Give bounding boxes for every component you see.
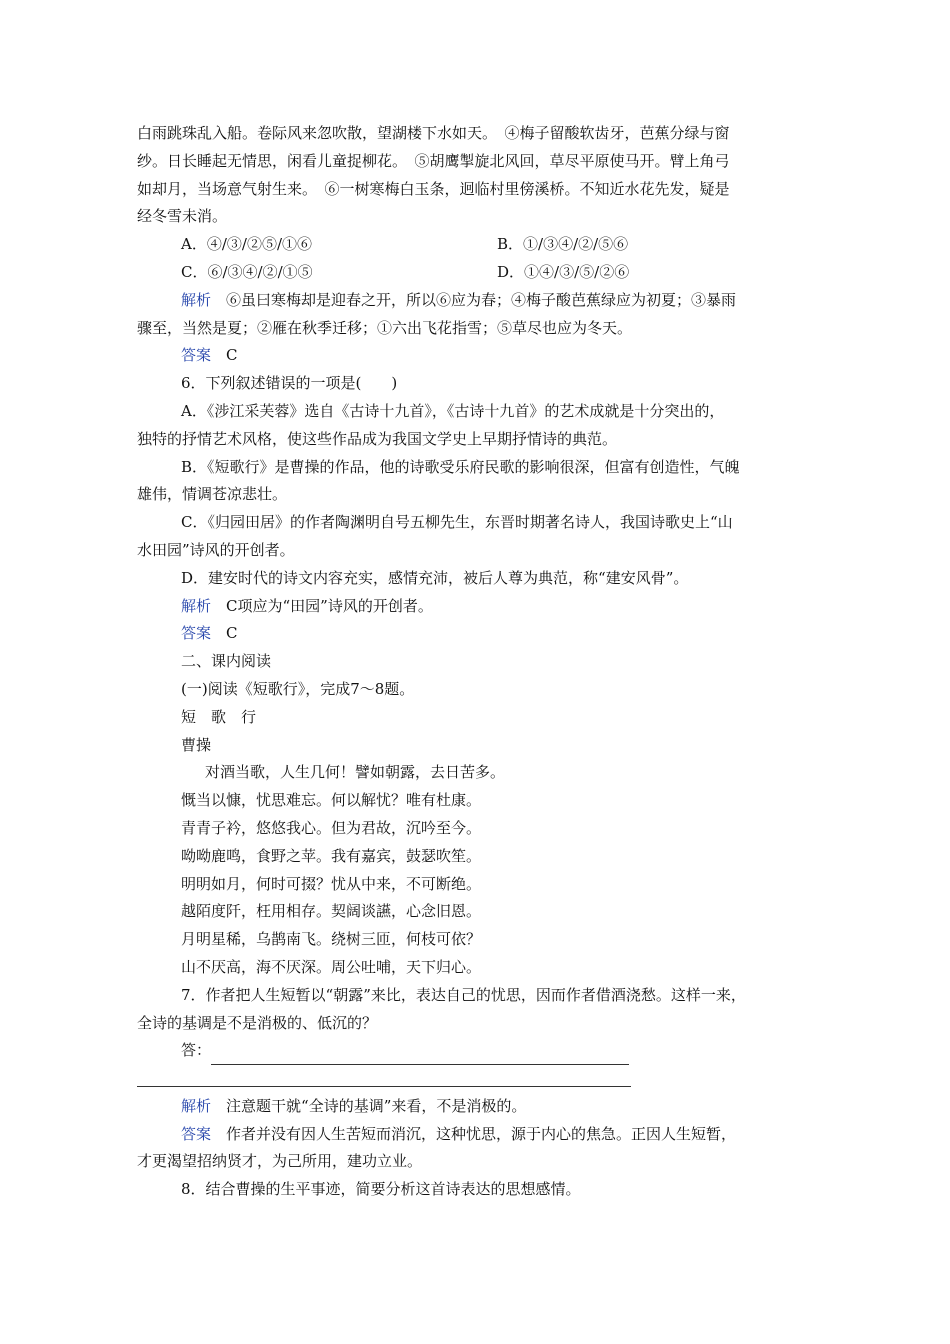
q7-stem-cont: 全诗的基调是不是消极的、低沉的？ bbox=[137, 1013, 378, 1032]
answer-prefix: 答： bbox=[181, 1041, 212, 1060]
q7-analysis: 解析 注意题干就“全诗的基调”来看，不是消极的。 bbox=[181, 1096, 527, 1115]
q5-options-row bbox=[137, 259, 813, 287]
analysis-label: 解析 bbox=[181, 1096, 212, 1115]
passage-line: 白雨跳珠乱入船。卷际风来忽吹散，望湖楼下水如天。 ④梅子留酸软齿牙，芭蕉分绿与窗 bbox=[137, 124, 730, 142]
analysis-label: 解析 bbox=[181, 290, 212, 309]
answer-blank-full[interactable] bbox=[137, 1065, 813, 1093]
answer-label: 答案 bbox=[181, 624, 212, 643]
q6-option-b-cont: 雄伟，情调苍凉悲壮。 bbox=[137, 485, 288, 504]
q5-option-d: D．①④/③/⑤/②⑥ bbox=[497, 262, 630, 281]
passage-line: 纱。日长睡起无情思，闲看儿童捉柳花。 ⑤胡鹰掣旋北风回，草尽平原使马开。臂上角弓 bbox=[137, 151, 730, 170]
answer-label: 答案 bbox=[181, 346, 212, 365]
q5-options-row bbox=[137, 231, 813, 259]
answer-label: 答案 bbox=[181, 1124, 212, 1143]
poem-title: 短 歌 行 bbox=[181, 707, 257, 726]
q6-option-b: B．《短歌行》是曹操的作品，他的诗歌受乐府民歌的影响很深，但富有创造性，气魄 bbox=[181, 457, 740, 476]
poem-line: 山不厌高，海不厌深。周公吐哺，天下归心。 bbox=[181, 957, 482, 976]
passage-line: 如却月，当场意气射生来。 ⑥一树寒梅白玉条，迥临村里傍溪桥。不知近水花先发，疑是 bbox=[137, 179, 730, 198]
q7-answer: 答案 作者并没有因人生苦短而消沉，这种忧思，源于内心的焦急。正因人生短暂， bbox=[181, 1124, 737, 1143]
q5-answer: 答案 C bbox=[181, 346, 238, 365]
poem-author: 曹操 bbox=[181, 735, 212, 754]
passage-line: 经冬雪未消。 bbox=[137, 207, 228, 226]
q7-answer-line bbox=[137, 1037, 813, 1065]
poem-line: 呦呦鹿鸣，食野之苹。我有嘉宾，鼓瑟吹笙。 bbox=[181, 846, 482, 865]
analysis-label: 解析 bbox=[181, 596, 212, 615]
answer-blank[interactable] bbox=[211, 1050, 629, 1065]
q5-analysis: 解析 ⑥虽曰寒梅却是迎春之开，所以⑥应为春；④梅子酸芭蕉绿应为初夏；③暴雨 bbox=[181, 290, 737, 309]
section-subheading: (一)阅读《短歌行》，完成7～8题。 bbox=[181, 679, 415, 698]
poem-line: 慨当以慷，忧思难忘。何以解忧？唯有杜康。 bbox=[181, 791, 482, 810]
section-heading: 二、课内阅读 bbox=[181, 652, 272, 671]
poem-line: 青青子衿，悠悠我心。但为君故，沉吟至今。 bbox=[181, 818, 482, 837]
q8-stem: 8．结合曹操的生平事迹，简要分析这首诗表达的思想感情。 bbox=[181, 1180, 581, 1199]
poem-line: 明明如月，何时可掇？忧从中来，不可断绝。 bbox=[181, 874, 482, 893]
q7-stem: 7．作者把人生短暂以“朝露”来比，表达自己的忧思，因而作者借酒浇愁。这样一来， bbox=[181, 985, 746, 1004]
q6-answer: 答案 C bbox=[181, 624, 238, 643]
q5-option-c: C．⑥/③④/②/①⑤ bbox=[181, 262, 313, 281]
poem-line: 月明星稀，乌鹊南飞。绕树三匝，何枝可依？ bbox=[181, 930, 482, 949]
q6-stem: 6．下列叙述错误的一项是( ) bbox=[181, 374, 398, 393]
q6-option-d: D．建安时代的诗文内容充实，感情充沛，被后人尊为典范，称“建安风骨”。 bbox=[181, 568, 689, 587]
q7-answer-cont: 才更渴望招纳贤才，为己所用，建功立业。 bbox=[137, 1152, 423, 1171]
q5-option-a: A．④/③/②⑤/①⑥ bbox=[181, 235, 312, 254]
q5-analysis-cont: 骤至，当然是夏；②雁在秋季迁移；①六出飞花指雪；⑤草尽也应为冬天。 bbox=[137, 318, 633, 337]
poem-line: 对酒当歌，人生几何！譬如朝露，去日苦多。 bbox=[205, 763, 506, 782]
poem-line: 越陌度阡，枉用相存。契阔谈讌，心念旧恩。 bbox=[181, 902, 482, 921]
q6-option-c-cont: 水田园”诗风的开创者。 bbox=[137, 540, 295, 559]
q6-option-a: A．《涉江采芙蓉》选自《古诗十九首》，《古诗十九首》的艺术成就是十分突出的， bbox=[181, 401, 725, 420]
q6-option-a-cont: 独特的抒情艺术风格，使这些作品成为我国文学史上早期抒情诗的典范。 bbox=[137, 429, 618, 448]
q5-option-b: B．①/③④/②/⑤⑥ bbox=[497, 235, 629, 254]
q6-option-c: C．《归园田居》的作者陶渊明自号五柳先生，东晋时期著名诗人，我国诗歌史上“山 bbox=[181, 513, 733, 532]
document-content bbox=[137, 120, 813, 1204]
q6-analysis: 解析 C项应为“田园”诗风的开创者。 bbox=[181, 596, 433, 615]
